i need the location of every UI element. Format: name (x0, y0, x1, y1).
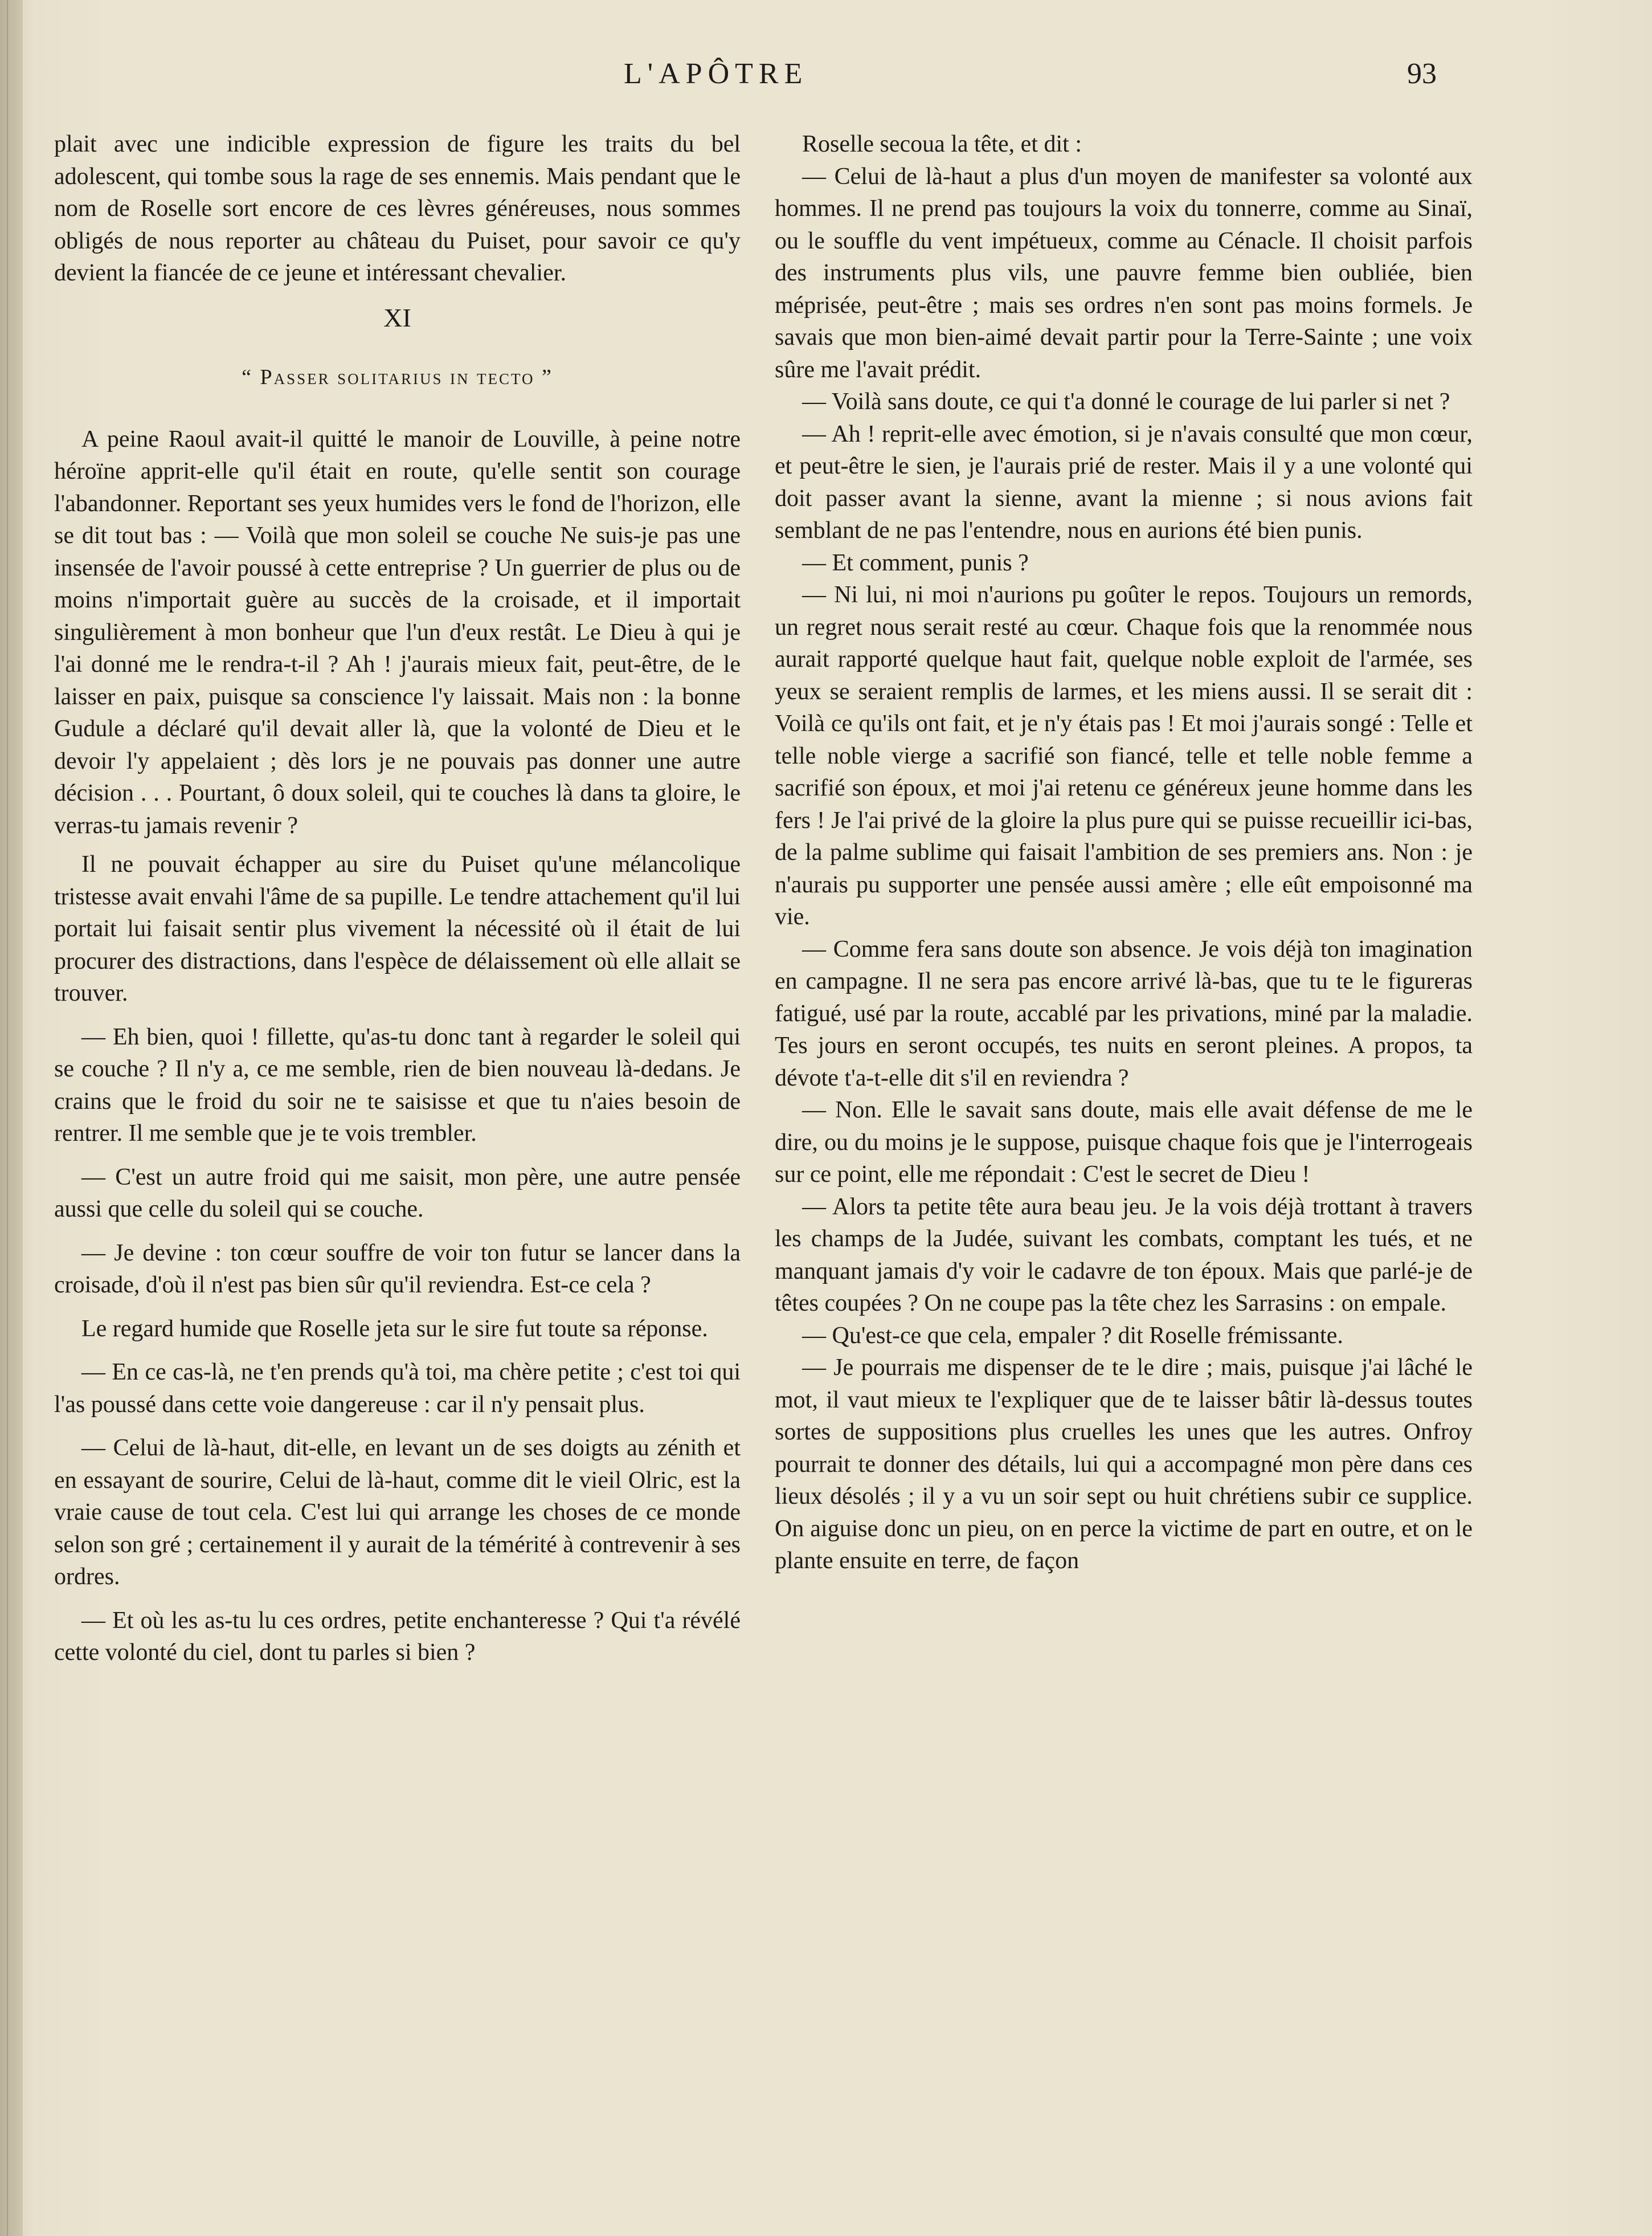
paragraph: — Ah ! reprit-elle avec émotion, si je n'avais consulté que mon cœur, et peut-être le sien, je l'aurais prié de rester. Mais il y a une volonté qui doit passer avant la sienne, avant la mienne ; si nous avions fait semblant de ne pas l'entendre, nous en aurions été bien punis. (775, 421, 1473, 544)
paragraph: Roselle secoua la tête, et dit : (802, 131, 1082, 157)
running-head: L'APÔTRE (624, 58, 808, 90)
paragraph: — C'est un autre froid qui me saisit, mon père, une autre pensée aussi que celle du soleil qui se couche. (54, 1164, 741, 1222)
paragraph: — Ni lui, ni moi n'aurions pu goûter le repos. Toujours un remords, un regret nous serait resté au cœur. Chaque fois que la renommée nous aurait rapporté quelque haut fait, quelque noble exploit de l'armée, ses yeux se seraient remplis de larmes, et les miens aussi. Il se serait dit : Voilà ce qu'ils ont fait, et je n'y étais pas ! Et moi j'aurais songé : Telle et telle noble vierge a sacrifié son fiancé, telle et telle noble femme a sacrifié son époux, et moi j'ai retenu ce généreux jeune homme dans les fers ! Je l'ai privé de la gloire la plus pure qui se puisse recueillir ici-bas, de la palme sublime qui faisait l'ambition de ses premiers ans. Non : je n'aurais pu supporter une pensée aussi amère ; elle eût empoisonné ma vie. (775, 582, 1473, 930)
paragraph: — Alors ta petite tête aura beau jeu. Je la vois déjà trottant à travers les champs de la Judée, suivant les combats, comptant les tués, et ne manquant jamais d'y voir le cadavre de ton époux. Mais que parlé-je de têtes coupées ? On ne coupe pas la tête chez les Sarrasins : on empale. (775, 1193, 1473, 1316)
chapter-title: “ Passer solitarius in tecto ” (242, 365, 553, 389)
paragraph: — Non. Elle le savait sans doute, mais elle avait défense de me le dire, ou du moins je le suppose, puisque chaque fois que je l'interrogeais sur ce point, elle me répondait : C'est le secret de Dieu ! (775, 1097, 1473, 1188)
paragraph: — Comme fera sans doute son absence. Je vois déjà ton imagination en campagne. Il ne sera pas encore arrivé là-bas, que tu te le figureras fatigué, usé par la route, accablé par les privations, miné par la maladie. Tes jours en seront occupés, tes nuits en seront pleines. A propos, ta dévote t'a-t-elle dit s'il en reviendra ? (775, 936, 1473, 1091)
paragraph: — Je devine : ton cœur souffre de voir ton futur se lancer dans la croisade, d'où il n'est pas bien sûr qu'il reviendra. Est-ce cela ? (54, 1239, 741, 1298)
right-column (775, 128, 1473, 1577)
paragraph: — Et comment, punis ? (802, 549, 1029, 576)
paragraph: — Celui de là-haut a plus d'un moyen de manifester sa volonté aux hommes. Il ne prend pas toujours la voix du tonnerre, comme au Sinaï, ou le souffle du vent impétueux, comme au Cénacle. Il choisit parfois des instruments plus vils, une pauvre femme bien oubliée, bien méprisée, peut-être ; mais ses ordres n'en sont pas moins formels. Je savais que mon bien-aimé devait partir pour la Terre-Sainte ; une voix sûre me l'avait prédit. (775, 163, 1473, 383)
page-binding-shadow (0, 0, 23, 2236)
paragraph: A peine Raoul avait-il quitté le manoir de Louville, à peine notre héroïne apprit-elle qu'il était en route, qu'elle sentit son courage l'abandonner. Reportant ses yeux humides vers le fond de l'horizon, elle se dit tout bas : — Voilà que mon soleil se couche Ne suis-je pas une insensée de l'avoir poussé à cette entreprise ? Un guerrier de plus ou de moins n'importait guère au succès de la croisade, et il importait singulièrement à mon bonheur que l'un d'eux restât. Le Dieu à qui je l'ai donné me le rendra-t-il ? Ah ! j'aurais mieux fait, peut-être, de le laisser en paix, puisque sa conscience l'y laissait. Mais non : la bonne Gudule a déclaré qu'il devait aller là, que la volonté de Dieu et le devoir l'y appelaient ; dès lors je ne pouvais pas donner une autre décision . . . Pourtant, ô doux soleil, qui te couches là dans ta gloire, le verras-tu jamais revenir ? (54, 426, 741, 839)
paragraph: — Eh bien, quoi ! fillette, qu'as-tu donc tant à regarder le soleil qui se couche ? Il n'y a, ce me semble, rien de bien nouveau là-dedans. Je crains que le froid du soir ne te saisisse et que tu n'aies besoin de rentrer. Il me semble que je te vois trembler. (54, 1023, 741, 1146)
paragraph: Le regard humide que Roselle jeta sur le sire fut toute sa réponse. (81, 1315, 708, 1342)
paragraph: — En ce cas-là, ne t'en prends qu'à toi, ma chère petite ; c'est toi qui l'as poussé dans cette voie dangereuse : car il n'y pensait plus. (54, 1359, 741, 1418)
paragraph: plait avec une indicible expression de figure les traits du bel adolescent, qui tombe sous la rage de ses ennemis. Mais pendant que le nom de Roselle sort encore de ces lèvres généreuses, nous sommes obligés de nous reporter au château du Puiset, pour savoir ce qu'y devient la fiancée de ce jeune et intéressant chevalier. (54, 131, 741, 286)
paragraph: Il ne pouvait échapper au sire du Puiset qu'une mélancolique tristesse avait envahi l'âme de sa pupille. Le tendre attachement qu'il lui portait lui faisait sentir plus vivement la nécessité où il était de lui procurer des distractions, dans l'espèce de délaissement où elle allait se trouver. (54, 851, 741, 1006)
paragraph: — Voilà sans doute, ce qui t'a donné le courage de lui parler si net ? (802, 389, 1450, 415)
paragraph: — Et où les as-tu lu ces ordres, petite enchanteresse ? Qui t'a révélé cette volonté du ciel, dont tu parles si bien ? (54, 1607, 741, 1666)
paragraph: — Celui de là-haut, dit-elle, en levant un de ses doigts au zénith et en essayant de sourire, Celui de là-haut, comme dit le vieil Olric, est la vraie cause de tout cela. C'est lui qui arrange les choses de ce monde selon son gré ; certainement il y aurait de la témérité à contrevenir à ses ordres. (54, 1435, 741, 1590)
page-number: 93 (1407, 58, 1437, 90)
paragraph: — Qu'est-ce que cela, empaler ? dit Roselle frémissante. (802, 1322, 1343, 1349)
left-column (54, 128, 741, 1669)
paragraph: — Je pourrais me dispenser de te le dire ; mais, puisque j'ai lâché le mot, il vaut mieux te l'expliquer que de te laisser bâtir là-dessus toutes sortes de suppositions plus cruelles les unes que les autres. Onfroy pourrait te donner des détails, lui qui a accompagné mon père dans ces lieux désolés ; il y a vu un soir sept ou huit chrétiens subir ce supplice. On aiguise donc un pieu, on en perce la victime de part en outre, et on le plante ensuite en terre, de façon (775, 1354, 1473, 1574)
chapter-number: XI (383, 303, 411, 332)
binding-edge-line (7, 0, 8, 2236)
